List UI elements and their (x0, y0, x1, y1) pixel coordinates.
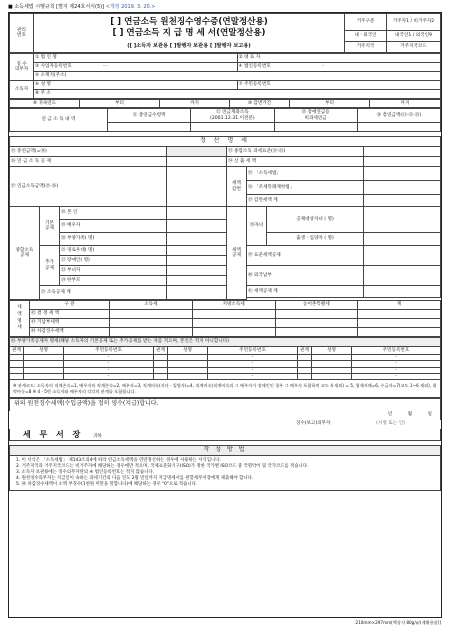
tax-header-type: 구 분 (30, 301, 110, 310)
corp-reg-label: ④ 법인등록번호 (238, 64, 271, 70)
total-pension-line: ⑮ 총연금액(=⑭) (10, 147, 167, 157)
form-reference: ■ 소득세법 시행규칙 [별지 제24호서식(5)] (8, 4, 105, 10)
guide-title: 작 성 방 법 (10, 446, 441, 456)
revision-date: <개정 2019. 3. 20.> (105, 4, 156, 10)
settlement-title: 정 산 명 세 (10, 137, 441, 147)
foreign-payment-value[interactable] (364, 266, 441, 286)
total-pension-line-value[interactable] (167, 147, 227, 157)
female-value[interactable] (167, 266, 227, 276)
earner-label: 소득자 (10, 81, 34, 99)
copy-type-options[interactable]: ([ ]소득자 보관용 [ ]발행자 보관용 [ ]발행자 보고용) (34, 42, 345, 53)
dep-header: 성명 (168, 347, 208, 355)
tax-cell[interactable] (358, 310, 441, 319)
tax-cell[interactable] (110, 310, 193, 319)
year-label: 년 (387, 412, 393, 418)
nontaxable-pension-value[interactable] (274, 123, 357, 132)
credit-total-line: ㊶ 세액공제 계 (247, 286, 364, 298)
checkbox-statement[interactable]: [ ] (112, 27, 124, 38)
reduction-period-label: ⑩ 감면기간 (230, 100, 290, 108)
tax-cell[interactable] (275, 319, 358, 328)
paper-spec: 210mm×297mm[백상지 80g/㎡(재활용품)] (355, 620, 441, 625)
deduction-total-value[interactable] (167, 286, 227, 300)
dependents-title: ㊺ 부양가족공제자 명세(해당 소득자의 기본공제 또는 추가공제를 받는 자를 적으며, 본인은 적지 아니합니다) (10, 338, 441, 347)
party-table (9, 53, 441, 99)
spouse-line: ⑲ 배우자 (60, 220, 167, 233)
period-table (9, 99, 441, 108)
calculated-tax-line: ㉞ 산 출 세 액 (227, 157, 364, 167)
dep-header: 관계 (154, 347, 168, 355)
total-pension-received-value[interactable] (108, 123, 191, 132)
business-reg-label: ③ 사업자등록번호 (35, 64, 72, 70)
special-tax-act-line: ㊱ 「조세특례제한법」 (247, 181, 364, 195)
child-credit-b-value[interactable] (364, 233, 441, 246)
tax-reduction-label: 세액 감면 (227, 167, 247, 207)
special-tax-act-value[interactable] (364, 181, 441, 195)
tax-credit-label: 세액 공제 (227, 207, 247, 300)
tax-cell[interactable] (275, 310, 358, 319)
self-value[interactable] (167, 207, 227, 220)
standard-credit-line: ㊴ 표준세액공제 (247, 246, 364, 266)
tax-cell[interactable] (192, 310, 275, 319)
balance-tax-label: ㊹ 차감징수세액 (30, 328, 110, 337)
dep-header: 관계 (10, 347, 24, 355)
payer-label: 징수(보고)의무자 (295, 421, 331, 427)
title-line-statement: 연금소득 지 급 명 세 서(연말정산용) (126, 27, 266, 38)
guide-item: 4. 원천징수의무자는 지급일이 속하는 과세기간의 다음 연도 2월 말일까지 지급명세서를 관할세무서장에게 제출해야 합니다. (16, 475, 254, 481)
tax-header-income: 소득세 (110, 301, 193, 310)
dep-id-cell[interactable]: - (352, 373, 441, 379)
tax-header-local: 지방소득세 (192, 301, 275, 310)
withholder-label: 징 수 의무자 (10, 54, 34, 81)
dep-header: 주민등록번호 (352, 347, 441, 355)
elderly-value[interactable] (167, 246, 227, 256)
reduction-from[interactable]: 부터 (290, 100, 370, 108)
comprehensive-deduction-label: 종합소득 공제 (10, 207, 40, 300)
dep-id-cell[interactable]: - (352, 367, 441, 373)
standard-credit-value[interactable] (364, 246, 441, 266)
determined-tax-label: ㊷ 결 정 세 액 (30, 310, 110, 319)
child-credit-label: ㊳자녀 (247, 207, 267, 246)
single-parent-value[interactable] (167, 276, 227, 286)
signature-field[interactable]: (서명 또는 인) (376, 421, 405, 427)
dependents-value[interactable] (167, 233, 227, 246)
self-line: ⑱ 본 인 (60, 207, 167, 220)
dep-header: 관계 (298, 347, 312, 355)
income-tax-act-value[interactable] (364, 167, 441, 181)
guide-body (10, 456, 441, 491)
prepaid-tax-label: ㊸ 기납부세액 (30, 319, 110, 328)
address-field[interactable]: ⑤ 소재지(주소) (34, 72, 441, 81)
tax-cell[interactable] (192, 328, 275, 337)
dep-header: 주민등록번호 (64, 347, 154, 355)
deduction-total-line: ㉕ 소득공제 계 (40, 286, 167, 300)
corp-name-field[interactable]: ① 법 인 명 (34, 54, 238, 63)
pension-deduction-value[interactable] (167, 157, 227, 167)
guide-item: 5. ㊹ 차감징수세액이 소액 부징수(1천원 미만을 말합니다)에 해당하는 경우 "0"으로 적습니다. (16, 481, 198, 487)
guide-item: 3. 소득자 보관용에는 징수의무자란의 ④ 법인등록번호는 적지 않습니다. (16, 470, 155, 475)
income-details-label: 연 금 소 득 내 역 (10, 109, 108, 132)
tax-cell[interactable] (110, 319, 193, 328)
title-main (34, 14, 345, 42)
management-number: 관리 번호 (10, 14, 34, 53)
single-parent-line: ㉔ 한부모 (60, 276, 167, 286)
nontaxable-pension: ⑬ 장애연금등 비과세연금 (274, 109, 357, 123)
confirmation-text: 위의 원천징수세액(수입금액)을 정히 영수(지급)합니다. (10, 399, 441, 411)
elderly-line: ㉑ 경로우대( 명) (60, 246, 167, 256)
residency-value[interactable]: 거주자1 / 비거주자2 (387, 14, 441, 31)
checkbox-receipt[interactable]: [ ] (110, 17, 122, 28)
earner-address-field[interactable]: ⑧ 주 소 (34, 90, 441, 99)
foreign-payment-line: ㊵ 외국납부 (247, 266, 364, 286)
calculated-tax-value[interactable] (364, 157, 441, 167)
business-reg-separator: - - (103, 64, 108, 70)
dep-id-cell[interactable]: - (208, 373, 298, 379)
dep-id-cell[interactable]: - (352, 361, 441, 367)
country-label: 거주지국 (345, 42, 387, 53)
total-pension-amount: ⑭ 총연금액(⑪-⑫-⑬) (357, 109, 440, 123)
date-line[interactable] (340, 411, 440, 420)
representative-field[interactable]: ② 대 표 자 (237, 54, 441, 63)
tax-base-line: ㉝ 종합소득 과세표준(⑰-㉜) (227, 147, 364, 157)
period-from[interactable]: 부터 (80, 100, 160, 108)
confirmation-table (9, 398, 441, 441)
earner-id-field[interactable]: ⑦ 주민등록번호 (237, 81, 441, 90)
tax-cell[interactable] (358, 328, 441, 337)
credit-total-value[interactable] (364, 286, 441, 298)
relation-code-note: ※ 관계코드: 소득자의 직계존속=1, 배우자의 직계존속=2, 배우자=3, 직계비속(자녀ㆍ입양자)=4, 직계비속(직계비속과 그 배우자가 장애인인 경우 그 배우자 포함하며 코드 4 제외) = 5, 형제자매=6, 수급자=7(코드 1~6 제외), 위탁아동=8 ※ 4ㆍ5번 소득자와 배우자의 각각의 관계를 포함합니다. (10, 380, 441, 398)
corp-reg-field[interactable] (237, 63, 441, 72)
earner-name-field[interactable]: ⑥ 성 명 (34, 81, 238, 90)
dependents-table (9, 337, 441, 398)
total-pension-received: ⑪ 총연금수령액 (108, 109, 191, 123)
guide-item: 1. 이 서식은 「소득세법」 제143조의4에 따라 연금소득세액을 연말정산하는 경우에 사용하는 서식입니다. (16, 458, 221, 464)
additional-deduction-label: 추가 공제 (40, 246, 60, 286)
child-credit-a: 공제대상자녀 ( 명) (267, 207, 364, 233)
reduction-total-line: ㊲ 감면세액 계 (247, 195, 364, 207)
tax-cell[interactable] (275, 328, 358, 337)
dep-id-cell[interactable]: - (64, 355, 154, 361)
period-to[interactable]: 까지 (160, 100, 230, 108)
guide-table (9, 445, 441, 491)
title-table (9, 13, 441, 53)
child-credit-b: 출생ㆍ입양자 ( 명) (267, 233, 364, 246)
attribution-year-label: ⑨ 귀속연도 (10, 100, 80, 108)
spouse-value[interactable] (167, 220, 227, 233)
dep-id-cell[interactable]: - (208, 367, 298, 373)
tax-cell[interactable] (110, 328, 193, 337)
dep-id-cell[interactable]: - (208, 355, 298, 361)
month-label: 월 (407, 412, 413, 418)
reduction-to[interactable]: 까지 (370, 100, 441, 108)
nationality-value[interactable]: 내국인1 / 외국인9 (387, 31, 441, 42)
tax-header-rural: 농어촌특별세 (275, 301, 358, 310)
pension-income-line: ⑰ 연금소득금액(⑮-⑯) (10, 167, 167, 207)
tax-office-label: 세 무 서 장 (23, 429, 84, 439)
tax-header-total: 계 (358, 301, 441, 310)
dep-id-cell[interactable]: - (208, 361, 298, 367)
dep-header: 성명 (312, 347, 352, 355)
tax-amount-label: 세 액 명 세 (10, 301, 30, 337)
residency-label: 거주구분 (345, 14, 387, 31)
title-line-receipt: 연금소득 원천징수영수증(연말정산용) (124, 17, 268, 28)
income-tax-act-line: ㉟ 「소득세법」 (247, 167, 364, 181)
settlement-table (9, 136, 441, 300)
reduction-total-value[interactable] (364, 195, 441, 207)
business-reg-field[interactable] (34, 63, 238, 72)
tax-amount-table (9, 300, 441, 337)
nationality-label: 내ㆍ외국인 (345, 31, 387, 42)
pension-account-income-value[interactable] (191, 123, 274, 132)
corp-reg-separator: - (322, 64, 324, 70)
form-frame (8, 12, 442, 618)
tax-base-value[interactable] (364, 147, 441, 157)
female-line: ㉓ 부녀자 (60, 266, 167, 276)
addressee-label: 귀하 (92, 433, 102, 439)
basic-deduction-label: 기본 공제 (40, 207, 60, 246)
recipient-line (10, 429, 441, 441)
dep-id-cell[interactable]: - (352, 355, 441, 361)
tax-cell[interactable] (192, 319, 275, 328)
country-code[interactable]: 거주지국코드 (387, 42, 441, 53)
child-credit-a-value[interactable] (364, 207, 441, 233)
income-table (9, 108, 441, 132)
dep-header: 주민등록번호 (208, 347, 298, 355)
disabled-line: ㉒ 장애인( 명) (60, 256, 167, 266)
disabled-value[interactable] (167, 256, 227, 266)
dep-id-cell[interactable]: - (64, 367, 154, 373)
pension-deduction-line: ⑯ 연 금 소 득 공 제 (10, 157, 167, 167)
pension-income-value[interactable] (167, 167, 227, 207)
dependents-line: ⑳ 부양가족( 명) (60, 233, 167, 246)
pension-account-income: ⑫ 연금계좌소득 (2001.12.31.이전분) (191, 109, 274, 123)
dep-id-cell[interactable]: - (64, 373, 154, 379)
tax-cell[interactable] (358, 319, 441, 328)
day-label: 일 (427, 412, 432, 418)
dep-id-cell[interactable]: - (64, 361, 154, 367)
dep-header: 성명 (24, 347, 64, 355)
guide-item: 2. 거주지국과 거주지국코드는 비거주자에 해당하는 경우에만 적으며, 국제표준화기구(ISO)가 정한 국가별 ISO코드 중 국명약어 및 국가코드를 적습니다. (16, 464, 309, 470)
form-header (8, 3, 156, 10)
total-pension-amount-value[interactable] (357, 123, 440, 132)
